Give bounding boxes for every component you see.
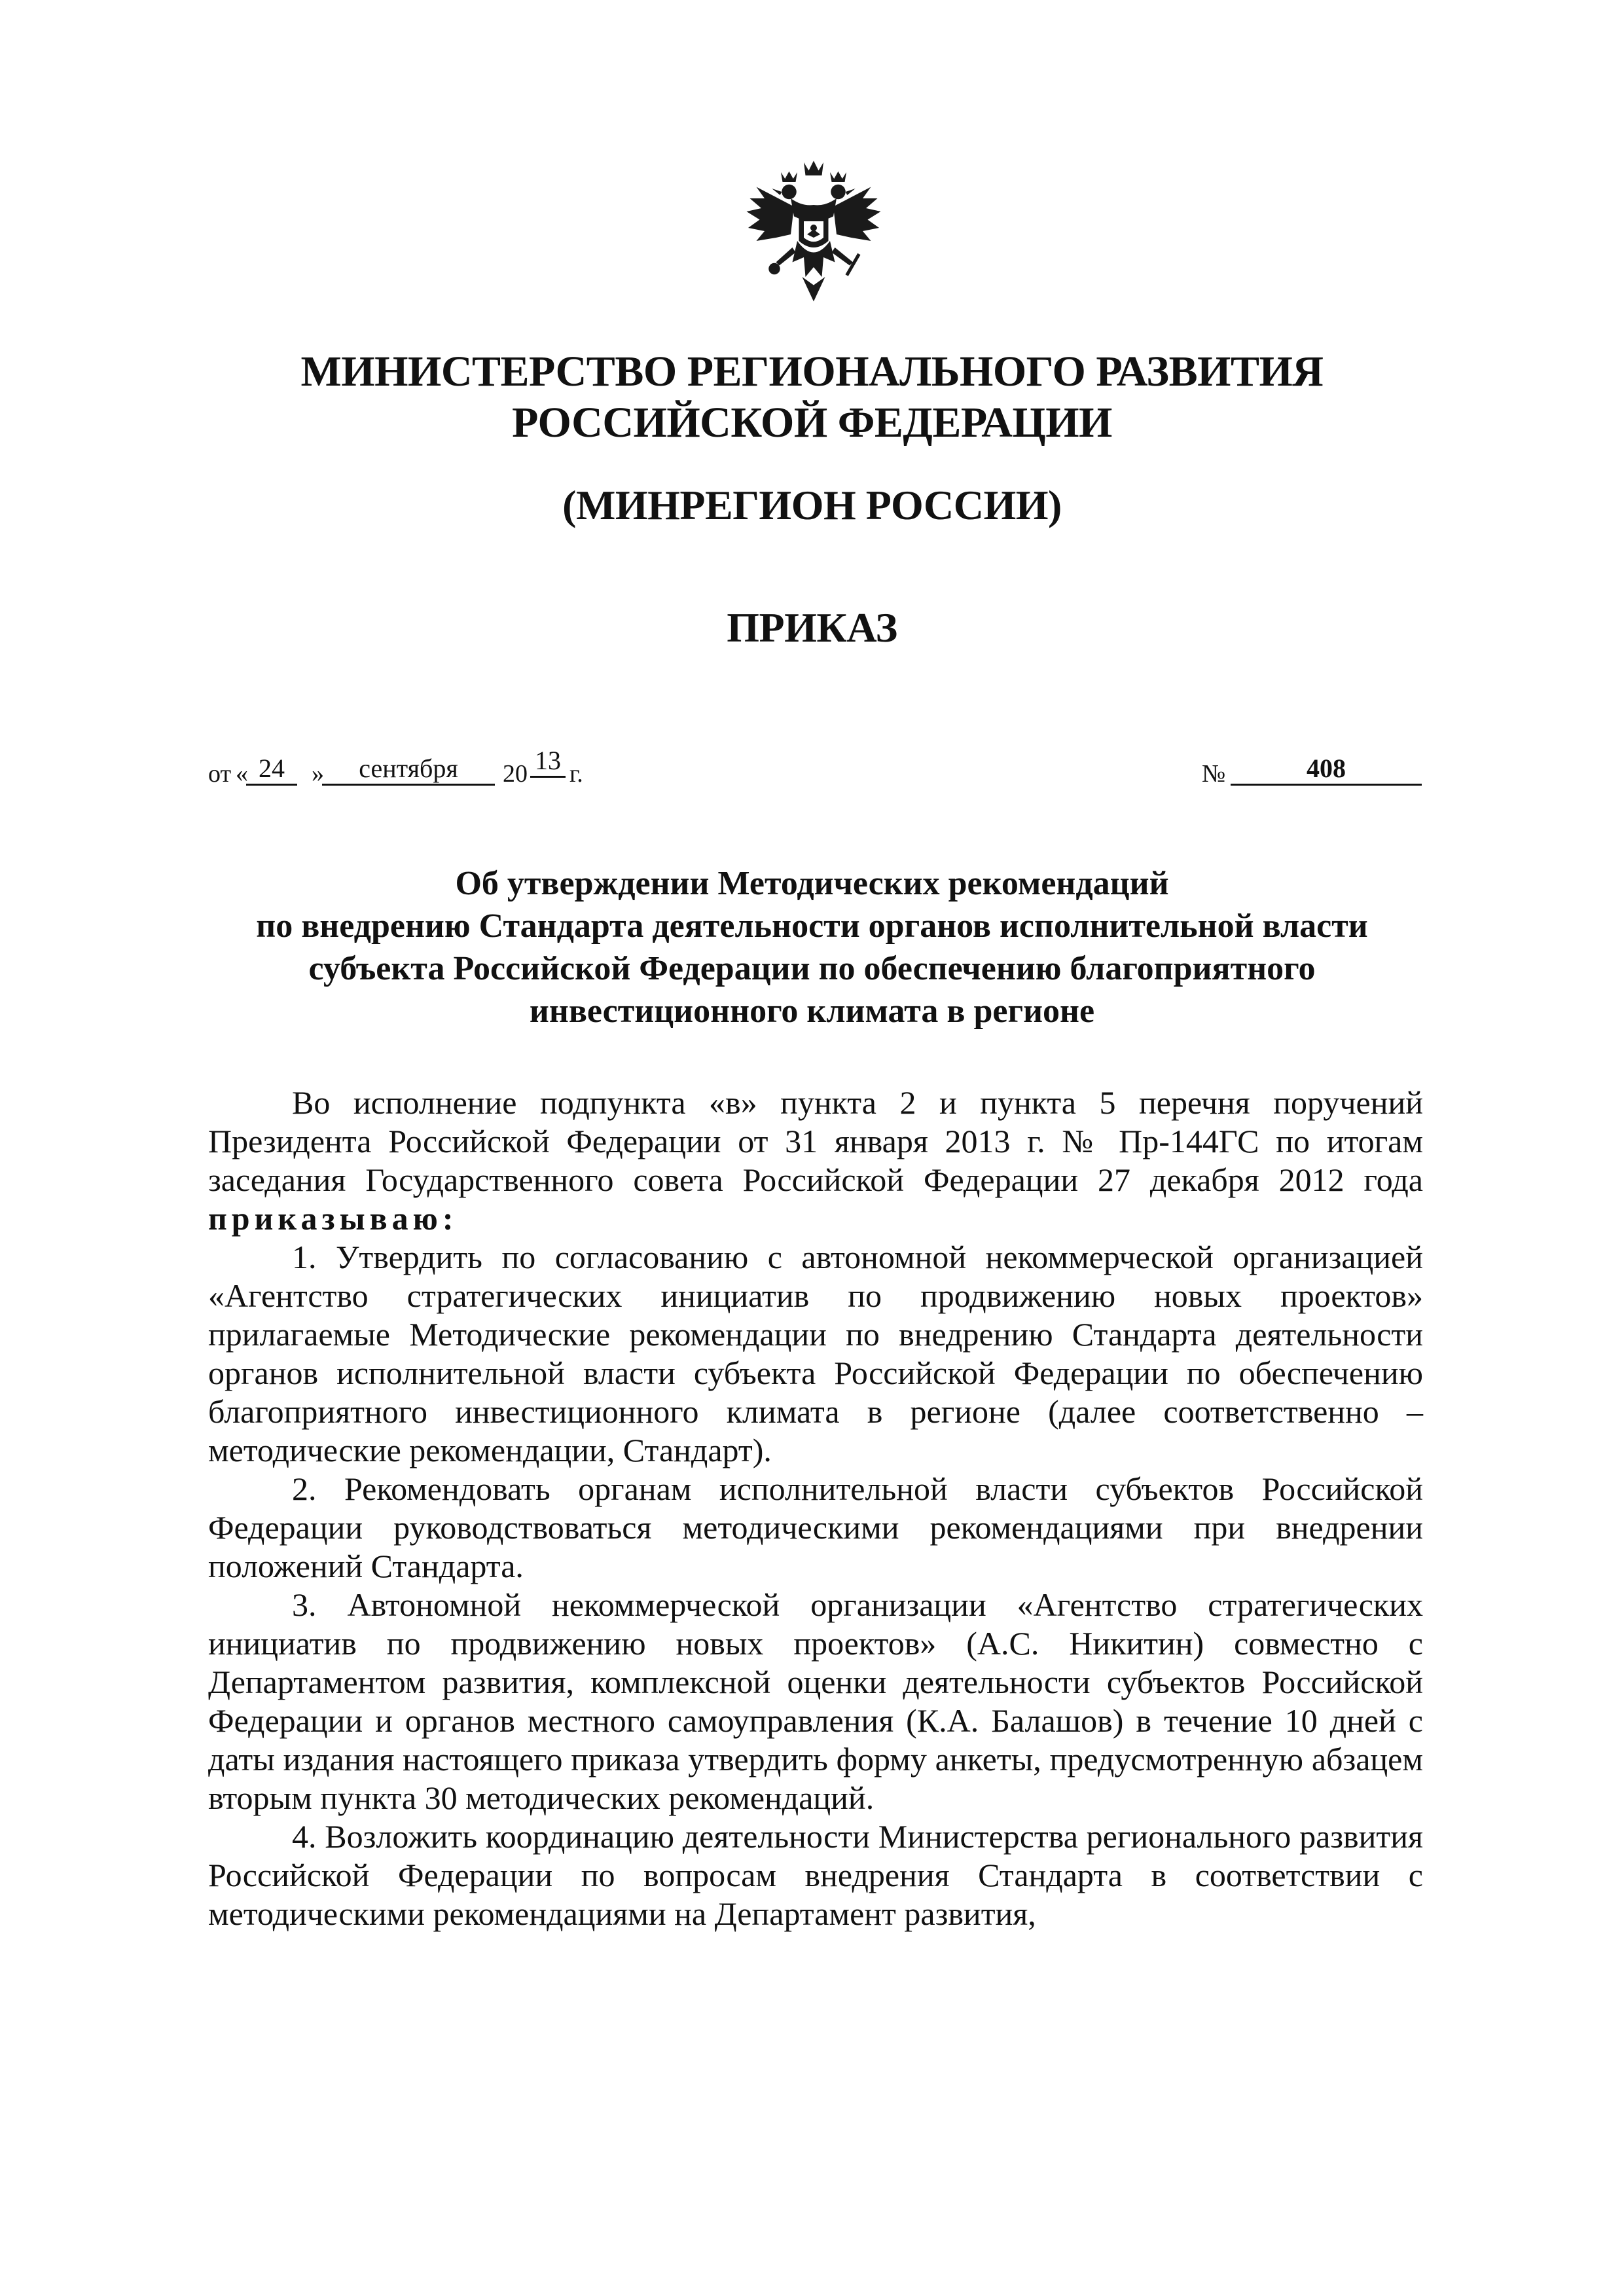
ministry-name-line1: МИНИСТЕРСТВО РЕГИОНАЛЬНОГО РАЗВИТИЯ bbox=[300, 348, 1324, 395]
ministry-short-name: (МИНРЕГИОН РОССИИ) bbox=[562, 482, 1062, 528]
title-line3: субъекта Российской Федерации по обеспечению благоприятного bbox=[308, 950, 1316, 987]
date-close-quote: » bbox=[312, 760, 324, 788]
order-item-2: 2. Рекомендовать органам исполнительной власти субъектов Российской Федерации руководствоваться методическими рекомендациями при внедрении положений Стандарта. bbox=[208, 1470, 1423, 1584]
state-emblem-icon bbox=[732, 156, 895, 319]
date-year-abbr: г. bbox=[569, 760, 583, 788]
order-word: приказываю: bbox=[208, 1200, 458, 1237]
date-year-prefix: 20 bbox=[503, 760, 528, 788]
date-month: сентября bbox=[322, 753, 495, 786]
date-year-suffix: 13 bbox=[530, 745, 566, 778]
document-type: ПРИКАЗ bbox=[727, 604, 897, 651]
order-body bbox=[208, 1084, 1423, 1933]
order-number-label: № bbox=[1202, 760, 1226, 788]
ministry-name-line2: РОССИЙСКОЙ ФЕДЕРАЦИИ bbox=[512, 399, 1112, 446]
title-line4: инвестиционного климата в регионе bbox=[529, 993, 1095, 1030]
order-number: 408 bbox=[1231, 753, 1422, 786]
title-line1: Об утверждении Методических рекомендаций bbox=[455, 865, 1169, 902]
preamble-paragraph bbox=[208, 1084, 1423, 1238]
order-item-4: 4. Возложить координацию деятельности Министерства регионального развития Российской Федерации по вопросам внедрения Стандарта в соответствии с методическими рекомендациями на Департамент развития, bbox=[208, 1818, 1423, 1932]
date-prefix: от bbox=[208, 760, 232, 788]
order-item-3: 3. Автономной некоммерческой организации «Агентство стратегических инициатив по продвижению новых проектов» (А.С. Никитин) совместно с Департаментом развития, комплексной оценки деятельности субъектов Российской Федерации и органов местного самоуправления (К.А. Балашов) в течение 10 дней с даты издания настоящего приказа утвердить форму анкеты, предусмотренную абзацем вторым пункта 30 методических рекомендаций. bbox=[208, 1586, 1423, 1816]
date-open-quote: « bbox=[236, 760, 248, 788]
title-line2: по внедрению Стандарта деятельности органов исполнительной власти bbox=[256, 907, 1368, 945]
order-item-1: 1. Утвердить по согласованию с автономной некоммерческой организацией «Агентство стратегических инициатив по продвижению новых проектов» прилагаемые Методические рекомендации по внедрению Стандарта деятельности органов исполнительной власти субъекта Российской Федерации по обеспечению благоприятного инвестиционного климата в регионе (далее соответственно – методические рекомендации, Стандарт). bbox=[208, 1239, 1423, 1468]
date-day: 24 bbox=[246, 753, 297, 786]
preamble-text: Во исполнение подпункта «в» пункта 2 и пункта 5 перечня поручений Президента Российской Федерации от 31 января 2013 г. № Пр-144ГС по итогам заседания Государственного совета Российской Федерации 27 декабря 2012 года bbox=[208, 1084, 1423, 1198]
